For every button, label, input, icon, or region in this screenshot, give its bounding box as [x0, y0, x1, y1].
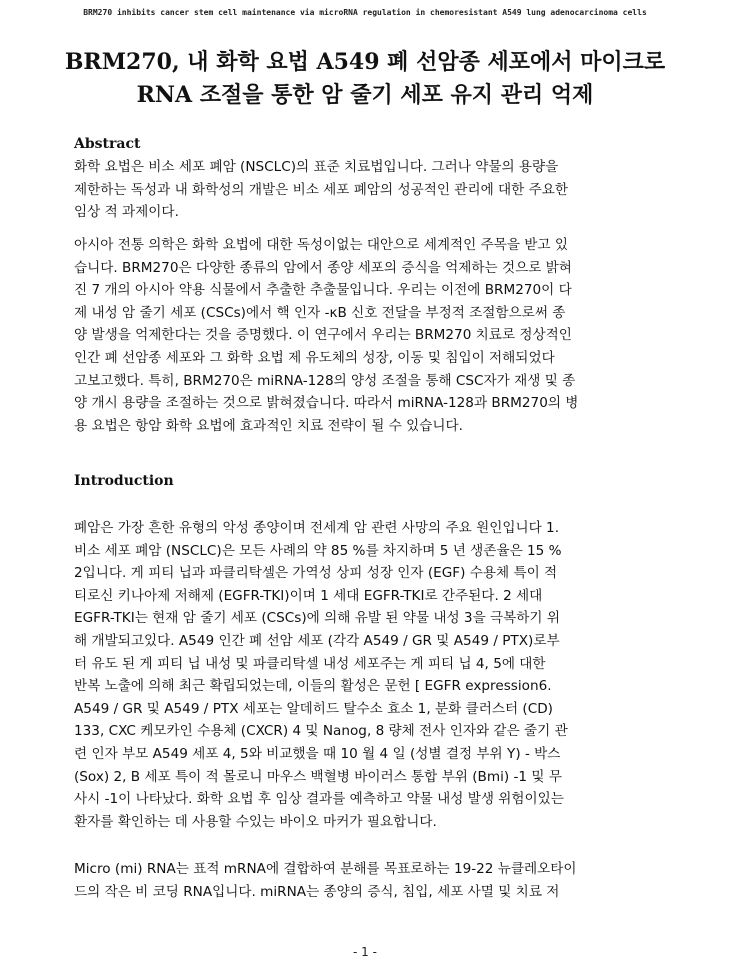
text-line: 비소 세포 폐암 (NSCLC)은 모든 사례의 약 85 %를 차지하며 5 년 생존율은 15 %	[74, 542, 562, 559]
page-number: - 1 -	[353, 945, 377, 959]
text-line: 습니다. BRM270은 다양한 종류의 암에서 종양 세포의 증식을 억제하는 것으로 밝혀	[74, 259, 572, 276]
text-line: 양 개시 용량을 조절하는 것으로 밝혀졌습니다. 따라서 miRNA-128과 BRM270의 병	[74, 395, 579, 412]
text-line: EGFR-TKI는 현재 암 줄기 세포 (CSCs)에 의해 유발 된 약물 내성 3을 극복하기 위	[74, 610, 560, 627]
text-line: 아시아 전통 의학은 화학 요법에 대한 독성이없는 대안으로 세계적인 주목을 받고 있	[74, 237, 569, 253]
text-line: 폐암은 가장 흔한 유형의 악성 종양이며 전세계 암 관련 사망의 주요 원인입니다 1.	[74, 520, 560, 536]
abstract-heading: Abstract	[74, 136, 141, 152]
text-line: 제한하는 독성과 내 화학성의 개발은 비소 세포 폐암의 성공적인 관리에 대한 주요한	[74, 181, 569, 198]
text-line: 133, CXC 케모카인 수용체 (CXCR) 4 및 Nanog, 8 량체 전사 인자와 같은 줄기 관	[74, 723, 568, 740]
title-line: RNA 조절을 통한 암 줄기 세포 유지 관리 억제	[136, 82, 594, 108]
introduction-paragraph-1	[74, 517, 660, 833]
text-line: 제 내성 암 줄기 세포 (CSCs)에서 핵 인자 -κB 신호 전달을 부정적 조절함으로써 종	[74, 304, 566, 321]
text-line: 인간 폐 선암종 세포와 그 화학 요법 제 유도체의 성장, 이동 및 침입이 저해되었다	[74, 349, 555, 366]
title-line: BRM270, 내 화학 요법 A549 폐 선암종 세포에서 마이크로	[64, 49, 666, 75]
text-line: 티로신 키나아제 저해제 (EGFR-TKI)이며 1 세대 EGFR-TKI로 간주된다. 2 세대	[74, 587, 543, 604]
text-line: 용 요법은 항암 화학 요법에 효과적인 치료 전략이 될 수 있습니다.	[74, 417, 463, 434]
text-line: A549 / GR 및 A549 / PTX 세포는 알데히드 탈수소 효소 1, 분화 클러스터 (CD)	[74, 700, 553, 717]
text-line: 사시 -1이 나타났다. 화학 요법 후 임상 결과를 예측하고 약물 내성 발생 위험이있는	[74, 791, 564, 808]
text-line: 임상 적 과제이다.	[74, 204, 179, 221]
introduction-heading: Introduction	[74, 473, 174, 489]
running-header: BRM270 inhibits cancer stem cell maintenance via microRNA regulation in chemoresistant A549 lung adenocarcinoma cells	[83, 8, 647, 17]
text-line: (Sox) 2, B 세포 특이 적 몰로니 마우스 백혈병 바이러스 통합 부위 (Bmi) -1 및 무	[74, 768, 562, 785]
abstract-paragraph-1	[74, 156, 660, 224]
abstract-paragraph-2	[74, 234, 660, 437]
text-line: 터 유도 된 게 피티 닙 내성 및 파클리탁셀 내성 세포주는 게 피티 닙 4, 5에 대한	[74, 655, 546, 672]
text-line: 화학 요법은 비소 세포 폐암 (NSCLC)의 표준 치료법입니다. 그러나 약물의 용량을	[74, 159, 559, 175]
text-line: 양 발생을 억제한다는 것을 증명했다. 이 연구에서 우리는 BRM270 치료로 정상적인	[74, 327, 572, 344]
text-line: 드의 작은 비 코딩 RNA입니다. miRNA는 종양의 증식, 침입, 세포 사멸 및 치료 저	[74, 883, 560, 900]
text-line: 련 인자 부모 A549 세포 4, 5와 비교했을 때 10 월 4 일 (성별 결정 부위 Y) - 박스	[74, 745, 561, 762]
text-line: 2입니다. 게 피티 닙과 파클리탁셀은 가역성 상피 성장 인자 (EGF) 수용체 특이 적	[74, 565, 558, 582]
text-line: 고보고했다. 특히, BRM270은 miRNA-128의 양성 조절을 통해 CSC자가 재생 및 종	[74, 372, 576, 389]
text-line: 환자를 확인하는 데 사용할 수있는 바이오 마커가 필요합니다.	[74, 813, 437, 830]
introduction-paragraph-2	[74, 858, 660, 903]
text-line: 해 개발되고있다. A549 인간 폐 선암 세포 (각각 A549 / GR 및 A549 / PTX)로부	[74, 632, 560, 649]
paper-title	[40, 46, 690, 112]
text-line: 반복 노출에 의해 최근 확립되었는데, 이들의 활성은 문헌 [ EGFR expression6.	[74, 678, 552, 695]
text-line: Micro (mi) RNA는 표적 mRNA에 결합하여 분해를 목표로하는 19-22 뉴클레오타이	[74, 861, 577, 877]
text-line: 진 7 개의 아시아 약용 식물에서 추출한 추출물입니다. 우리는 이전에 BRM270이 다	[74, 282, 572, 299]
